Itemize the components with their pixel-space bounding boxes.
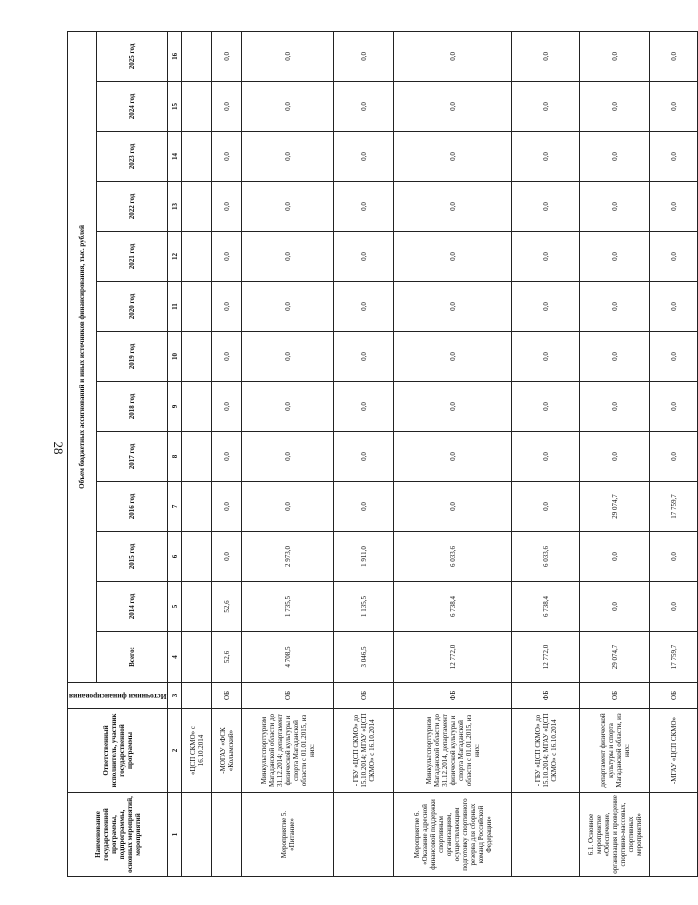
cell-source: ФБ bbox=[394, 683, 512, 709]
cell-value: 0,0 bbox=[512, 382, 580, 432]
cell-value: 0,0 bbox=[242, 282, 334, 332]
cell-value: 0,0 bbox=[212, 82, 242, 132]
cell-value: 0,0 bbox=[334, 332, 394, 382]
cell-value: 0,0 bbox=[650, 31, 698, 81]
cell-value bbox=[182, 132, 212, 182]
rotated-table-sheet bbox=[67, 32, 678, 877]
cell-value: 0,0 bbox=[242, 332, 334, 382]
header-total: Всего: bbox=[96, 632, 168, 683]
cell-value: 0,0 bbox=[650, 282, 698, 332]
cell-value: 0,0 bbox=[650, 82, 698, 132]
cell-value: 6 738,4 bbox=[512, 582, 580, 632]
cell-value bbox=[182, 382, 212, 432]
cell-value: 0,0 bbox=[242, 31, 334, 81]
cell-value bbox=[182, 232, 212, 282]
cell-value: 0,0 bbox=[580, 432, 650, 482]
cell-value: 0,0 bbox=[212, 382, 242, 432]
cell-value bbox=[182, 31, 212, 81]
cell-name bbox=[512, 793, 580, 877]
cell-executor: «ЦСП СКМО» с 16.10.2014 bbox=[182, 709, 212, 793]
cell-value: 6 033,6 bbox=[512, 532, 580, 582]
cell-value: 0,0 bbox=[212, 532, 242, 582]
cell-value: 0,0 bbox=[212, 282, 242, 332]
cell-value: 0,0 bbox=[394, 182, 512, 232]
cell-value: 0,0 bbox=[334, 382, 394, 432]
cell-value bbox=[182, 182, 212, 232]
cell-value: 0,0 bbox=[580, 332, 650, 382]
cell-value: 0,0 bbox=[512, 31, 580, 81]
cell-value: 0,0 bbox=[334, 432, 394, 482]
header-year: 2016 год bbox=[96, 482, 168, 532]
cell-total: 3 046,5 bbox=[334, 632, 394, 683]
cell-value: 1 911,0 bbox=[334, 532, 394, 582]
cell-value: 0,0 bbox=[212, 182, 242, 232]
cell-executor: Минкультспорттуризм Магаданской области до 31.12.2014; департамент физической культуры и спорта Магаданской области с 01.01.2015, из них: bbox=[242, 709, 334, 793]
cell-executor: -МОГАУ «ФСК «Колымский» bbox=[212, 709, 242, 793]
cell-total: 29 074,7 bbox=[580, 632, 650, 683]
cell-source: ОБ bbox=[580, 683, 650, 709]
cell-source: ОБ bbox=[212, 683, 242, 709]
cell-value bbox=[182, 582, 212, 632]
cell-value: 0,0 bbox=[650, 532, 698, 582]
cell-value: 0,0 bbox=[212, 132, 242, 182]
cell-value: 0,0 bbox=[394, 432, 512, 482]
cell-source: ОБ bbox=[334, 683, 394, 709]
cell-value: 0,0 bbox=[650, 182, 698, 232]
column-number: 6 bbox=[168, 532, 182, 582]
cell-value: 6 738,4 bbox=[394, 582, 512, 632]
cell-value: 0,0 bbox=[512, 482, 580, 532]
column-number: 12 bbox=[168, 232, 182, 282]
cell-value: 0,0 bbox=[580, 382, 650, 432]
cell-value: 0,0 bbox=[580, 582, 650, 632]
cell-value: 0,0 bbox=[212, 31, 242, 81]
cell-value: 1 135,5 bbox=[334, 582, 394, 632]
cell-value bbox=[182, 532, 212, 582]
cell-value: 0,0 bbox=[242, 382, 334, 432]
cell-total: 12 772,0 bbox=[394, 632, 512, 683]
cell-name: Мероприятие 5. «Питание» bbox=[242, 793, 334, 877]
table-row bbox=[182, 31, 212, 876]
cell-name bbox=[650, 793, 698, 877]
column-number: 5 bbox=[168, 582, 182, 632]
column-number: 1 bbox=[168, 793, 182, 877]
table-row bbox=[212, 31, 242, 876]
cell-value: 0,0 bbox=[650, 332, 698, 382]
cell-value: 52,6 bbox=[212, 582, 242, 632]
table-row bbox=[580, 31, 650, 876]
cell-name bbox=[182, 793, 212, 877]
cell-value: 0,0 bbox=[580, 282, 650, 332]
cell-source: ОБ bbox=[242, 683, 334, 709]
cell-value: 0,0 bbox=[580, 232, 650, 282]
cell-value: 6 033,6 bbox=[394, 532, 512, 582]
cell-value: 0,0 bbox=[512, 232, 580, 282]
page-number: 28 bbox=[51, 441, 66, 455]
cell-value: 0,0 bbox=[650, 132, 698, 182]
cell-value: 0,0 bbox=[394, 382, 512, 432]
cell-value: 0,0 bbox=[242, 82, 334, 132]
column-number: 13 bbox=[168, 182, 182, 232]
cell-name: Мероприятие 6. «Оказание адресной финансовой поддержки спортивным организациям, осуществляющим подготовку спортивного резерва для сборных команд Российской Федерации» bbox=[394, 793, 512, 877]
cell-value: 0,0 bbox=[242, 232, 334, 282]
column-number: 11 bbox=[168, 282, 182, 332]
cell-value: 0,0 bbox=[650, 582, 698, 632]
column-number: 16 bbox=[168, 31, 182, 81]
header-name: Наименование государственной программы, подпрограммы, основных мероприятий, мероприятий bbox=[68, 793, 168, 877]
header-year: 2020 год bbox=[96, 282, 168, 332]
table-row bbox=[650, 31, 698, 876]
cell-value: 0,0 bbox=[512, 332, 580, 382]
header-executor: Ответственный исполнитель, участник государственной программы bbox=[68, 709, 168, 793]
cell-value: 0,0 bbox=[242, 132, 334, 182]
header-year: 2019 год bbox=[96, 332, 168, 382]
column-number: 2 bbox=[168, 709, 182, 793]
cell-value: 0,0 bbox=[580, 132, 650, 182]
cell-value: 0,0 bbox=[334, 232, 394, 282]
column-number: 8 bbox=[168, 432, 182, 482]
cell-value: 0,0 bbox=[334, 31, 394, 81]
cell-value: 0,0 bbox=[650, 232, 698, 282]
cell-value: 0,0 bbox=[394, 82, 512, 132]
cell-value: 0,0 bbox=[580, 31, 650, 81]
cell-executor: Минкультспорттуризм Магаданской области до 31.12.2014, департамент физической культуры и спорта Магаданской области с 01.01.2015, из них: bbox=[394, 709, 512, 793]
cell-value: 17 759,7 bbox=[650, 482, 698, 532]
cell-total bbox=[182, 632, 212, 683]
header-year: 2015 год bbox=[96, 532, 168, 582]
cell-value: 0,0 bbox=[394, 282, 512, 332]
cell-value: 0,0 bbox=[394, 482, 512, 532]
cell-value: 1 735,5 bbox=[242, 582, 334, 632]
cell-value: 0,0 bbox=[512, 432, 580, 482]
column-number: 15 bbox=[168, 82, 182, 132]
cell-value: 0,0 bbox=[394, 31, 512, 81]
table-row bbox=[334, 31, 394, 876]
header-year: 2021 год bbox=[96, 232, 168, 282]
table-row bbox=[394, 31, 512, 876]
cell-value: 0,0 bbox=[334, 182, 394, 232]
cell-value: 0,0 bbox=[242, 182, 334, 232]
cell-value: 0,0 bbox=[334, 482, 394, 532]
cell-value: 0,0 bbox=[394, 232, 512, 282]
cell-name bbox=[334, 793, 394, 877]
cell-source: ФБ bbox=[512, 683, 580, 709]
column-number: 3 bbox=[168, 683, 182, 709]
column-number: 14 bbox=[168, 132, 182, 182]
cell-value: 0,0 bbox=[394, 332, 512, 382]
header-year: 2025 год bbox=[96, 31, 168, 81]
header-year: 2024 год bbox=[96, 82, 168, 132]
cell-total: 17 759,7 bbox=[650, 632, 698, 683]
cell-value: 0,0 bbox=[580, 182, 650, 232]
cell-value: 2 973,0 bbox=[242, 532, 334, 582]
header-year: 2022 год bbox=[96, 182, 168, 232]
header-year: 2014 год bbox=[96, 582, 168, 632]
cell-value: 0,0 bbox=[394, 132, 512, 182]
cell-value bbox=[182, 432, 212, 482]
cell-value bbox=[182, 482, 212, 532]
column-number: 7 bbox=[168, 482, 182, 532]
cell-value: 0,0 bbox=[212, 232, 242, 282]
cell-value bbox=[182, 282, 212, 332]
cell-value bbox=[182, 82, 212, 132]
table-row bbox=[242, 31, 334, 876]
cell-source bbox=[182, 683, 212, 709]
cell-executor: - ГБУ «ЦСП СКМО» до 15.10.2014; МГАУ «ЦСП СКМО» с 16.10.2014 bbox=[512, 709, 580, 793]
table-row bbox=[512, 31, 580, 876]
cell-total: 12 772,0 bbox=[512, 632, 580, 683]
cell-value: 0,0 bbox=[242, 482, 334, 532]
cell-value: 0,0 bbox=[512, 282, 580, 332]
cell-value: 0,0 bbox=[512, 82, 580, 132]
cell-total: 52,6 bbox=[212, 632, 242, 683]
cell-executor: -МГАУ «ЦСП СКМО» bbox=[650, 709, 698, 793]
header-year: 2023 год bbox=[96, 132, 168, 182]
cell-value: 0,0 bbox=[334, 282, 394, 332]
cell-value: 0,0 bbox=[334, 132, 394, 182]
cell-value: 0,0 bbox=[242, 432, 334, 482]
cell-name: 6.1. Основное мероприятие «Обеспечение, организация и проведение спортивно-массовых, спортивных мероприятий» bbox=[580, 793, 650, 877]
cell-value: 0,0 bbox=[212, 332, 242, 382]
cell-source: ОБ bbox=[650, 683, 698, 709]
cell-value: 0,0 bbox=[580, 82, 650, 132]
column-number: 9 bbox=[168, 382, 182, 432]
cell-value bbox=[182, 332, 212, 382]
column-number: 4 bbox=[168, 632, 182, 683]
cell-value: 0,0 bbox=[212, 432, 242, 482]
cell-executor: - ГБУ «ЦСП СКМО» до 15.10.2014; МГАУ «ЦСП СКМО» с 16.10.2014 bbox=[334, 709, 394, 793]
cell-value: 0,0 bbox=[334, 82, 394, 132]
header-source: Источники финансирования bbox=[68, 683, 168, 709]
cell-value: 29 074,7 bbox=[580, 482, 650, 532]
cell-value: 0,0 bbox=[650, 432, 698, 482]
cell-value: 0,0 bbox=[512, 132, 580, 182]
cell-total: 4 708,5 bbox=[242, 632, 334, 683]
cell-value: 0,0 bbox=[650, 382, 698, 432]
cell-value: 0,0 bbox=[212, 482, 242, 532]
cell-name bbox=[212, 793, 242, 877]
header-volume: Объем бюджетных ассигнований и иных источников финансирования, тыс. рублей bbox=[68, 31, 97, 682]
header-year: 2017 год bbox=[96, 432, 168, 482]
cell-value: 0,0 bbox=[580, 532, 650, 582]
column-number: 10 bbox=[168, 332, 182, 382]
cell-value: 0,0 bbox=[512, 182, 580, 232]
cell-executor: департамент физической культуры и спорта Магаданской области, из них: bbox=[580, 709, 650, 793]
header-year: 2018 год bbox=[96, 382, 168, 432]
financing-table bbox=[67, 31, 698, 877]
